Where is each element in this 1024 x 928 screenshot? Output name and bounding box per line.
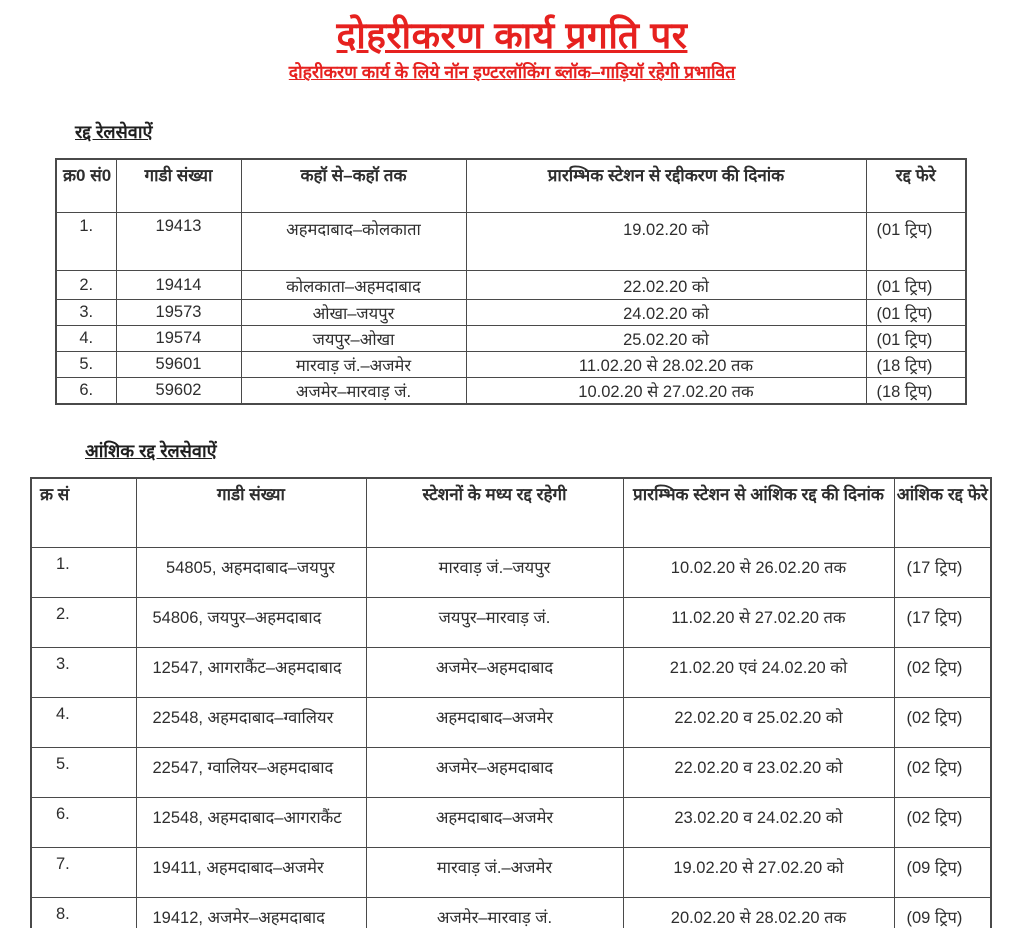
table-cell: 22547, ग्वालियर–अहमदाबाद [136, 748, 366, 798]
table-row [56, 326, 966, 352]
table-cell: अहमदाबाद–अजमेर [366, 698, 623, 748]
table-cell: 3. [31, 648, 136, 698]
table-cell: 19.02.20 से 27.02.20 को [623, 848, 894, 898]
table-cell: 19412, अजमेर–अहमदाबाद [136, 898, 366, 928]
table-cell: 54806, जयपुर–अहमदाबाद [136, 598, 366, 648]
table-cell: 54805, अहमदाबाद–जयपुर [136, 548, 366, 598]
col-train-number: गाडी संख्या [136, 478, 366, 548]
partially-cancelled-trains-table [30, 477, 992, 928]
table-cell: 10.02.20 से 26.02.20 तक [623, 548, 894, 598]
table-cell: जयपुर–ओखा [241, 326, 466, 352]
table-cell: 1. [31, 548, 136, 598]
partially-cancelled-trains-body [31, 548, 991, 928]
table-cell: 2. [56, 271, 116, 300]
table-header-row [31, 478, 991, 548]
table-cell: ओखा–जयपुर [241, 300, 466, 326]
table-row [56, 300, 966, 326]
table-header-row [56, 159, 966, 213]
table-cell: 4. [31, 698, 136, 748]
table-cell: (09 ट्रिप) [894, 848, 991, 898]
table-cell: (02 ट्रिप) [894, 698, 991, 748]
page-title: दोहरीकरण कार्य प्रगति पर [336, 15, 688, 56]
table-cell: 12548, अहमदाबाद–आगराकैंट [136, 798, 366, 848]
cancelled-trains-heading: रद्द रेलसेवाऐं [75, 122, 153, 143]
col-partially-cancelled-trips: आंशिक रद्द फेरे [894, 478, 991, 548]
table-cell: अहमदाबाद–कोलकाता [241, 213, 466, 271]
table-row [31, 598, 991, 648]
cancelled-trains-table [55, 158, 967, 405]
table-cell: कोलकाता–अहमदाबाद [241, 271, 466, 300]
table-cell: (01 ट्रिप) [866, 326, 966, 352]
table-cell: (17 ट्रिप) [894, 548, 991, 598]
table-cell: 5. [31, 748, 136, 798]
partially-cancelled-trains-heading: आंशिक रद्द रेलसेवाऐं [85, 441, 217, 462]
table-cell: 3. [56, 300, 116, 326]
table-cell: 20.02.20 से 28.02.20 तक [623, 898, 894, 928]
table-cell: 10.02.20 से 27.02.20 तक [466, 378, 866, 405]
table-cell: 1. [56, 213, 116, 271]
table-cell: 2. [31, 598, 136, 648]
table-cell: (18 ट्रिप) [866, 378, 966, 405]
table-cell: (02 ट्रिप) [894, 798, 991, 848]
table-cell: (02 ट्रिप) [894, 648, 991, 698]
table-cell: अजमेर–मारवाड़ जं. [241, 378, 466, 405]
table-cell: मारवाड़ जं.–अजमेर [366, 848, 623, 898]
table-cell: 24.02.20 को [466, 300, 866, 326]
col-partial-cancellation-dates: प्रारम्भिक स्टेशन से आंशिक रद्द की दिनांक [623, 478, 894, 548]
cancelled-trains-body [56, 213, 966, 405]
table-row [31, 698, 991, 748]
table-cell: 22.02.20 व 23.02.20 को [623, 748, 894, 798]
table-cell: 4. [56, 326, 116, 352]
table-cell: 21.02.20 एवं 24.02.20 को [623, 648, 894, 698]
table-cell: 19.02.20 को [466, 213, 866, 271]
table-cell: 7. [31, 848, 136, 898]
table-cell: अजमेर–अहमदाबाद [366, 748, 623, 798]
table-cell: 22.02.20 व 25.02.20 को [623, 698, 894, 748]
table-cell: 11.02.20 से 28.02.20 तक [466, 352, 866, 378]
table-cell: 25.02.20 को [466, 326, 866, 352]
col-cancellation-dates: प्रारम्भिक स्टेशन से रद्दीकरण की दिनांक [466, 159, 866, 213]
table-row [31, 748, 991, 798]
table-cell: 8. [31, 898, 136, 928]
col-cancelled-trips: रद्द फेरे [866, 159, 966, 213]
table-cell: 19411, अहमदाबाद–अजमेर [136, 848, 366, 898]
table-cell: 23.02.20 व 24.02.20 को [623, 798, 894, 848]
table-cell: 19573 [116, 300, 241, 326]
table-cell: जयपुर–मारवाड़ जं. [366, 598, 623, 648]
table-row [31, 648, 991, 698]
table-cell: 5. [56, 352, 116, 378]
table-cell: 12547, आगराकैंट–अहमदाबाद [136, 648, 366, 698]
table-row [31, 898, 991, 928]
table-cell: (01 ट्रिप) [866, 300, 966, 326]
table-row [56, 271, 966, 300]
col-train-number: गाडी संख्या [116, 159, 241, 213]
table-cell: मारवाड़ जं.–अजमेर [241, 352, 466, 378]
table-cell: अहमदाबाद–अजमेर [366, 798, 623, 848]
table-cell: 6. [56, 378, 116, 405]
col-cancelled-between-stations: स्टेशनों के मध्य रद्द रहेगी [366, 478, 623, 548]
page-subtitle: दोहरीकरण कार्य के लिये नॉन इण्टरलॉकिंग ब्लॉक–गाड़ियॉ रहेगी प्रभावित [288, 62, 736, 83]
table-cell: 59602 [116, 378, 241, 405]
table-cell: 11.02.20 से 27.02.20 तक [623, 598, 894, 648]
table-row [56, 213, 966, 271]
table-cell: (09 ट्रिप) [894, 898, 991, 928]
table-cell: अजमेर–मारवाड़ जं. [366, 898, 623, 928]
table-cell: (02 ट्रिप) [894, 748, 991, 798]
col-serial-no: क्र सं [31, 478, 136, 548]
notice-page [0, 14, 1024, 928]
table-row [56, 352, 966, 378]
table-cell: 19414 [116, 271, 241, 300]
table-cell: 59601 [116, 352, 241, 378]
table-cell: (17 ट्रिप) [894, 598, 991, 648]
table-cell: (18 ट्रिप) [866, 352, 966, 378]
col-serial-no: क्र0 सं0 [56, 159, 116, 213]
table-row [31, 548, 991, 598]
table-cell: (01 ट्रिप) [866, 271, 966, 300]
table-cell: (01 ट्रिप) [866, 213, 966, 271]
table-cell: मारवाड़ जं.–जयपुर [366, 548, 623, 598]
table-row [31, 848, 991, 898]
table-row [56, 378, 966, 405]
table-cell: 6. [31, 798, 136, 848]
table-cell: 19574 [116, 326, 241, 352]
col-from-to: कहॉ से–कहॉ तक [241, 159, 466, 213]
table-row [31, 798, 991, 848]
table-cell: 22.02.20 को [466, 271, 866, 300]
table-cell: अजमेर–अहमदाबाद [366, 648, 623, 698]
table-cell: 22548, अहमदाबाद–ग्वालियर [136, 698, 366, 748]
table-cell: 19413 [116, 213, 241, 271]
